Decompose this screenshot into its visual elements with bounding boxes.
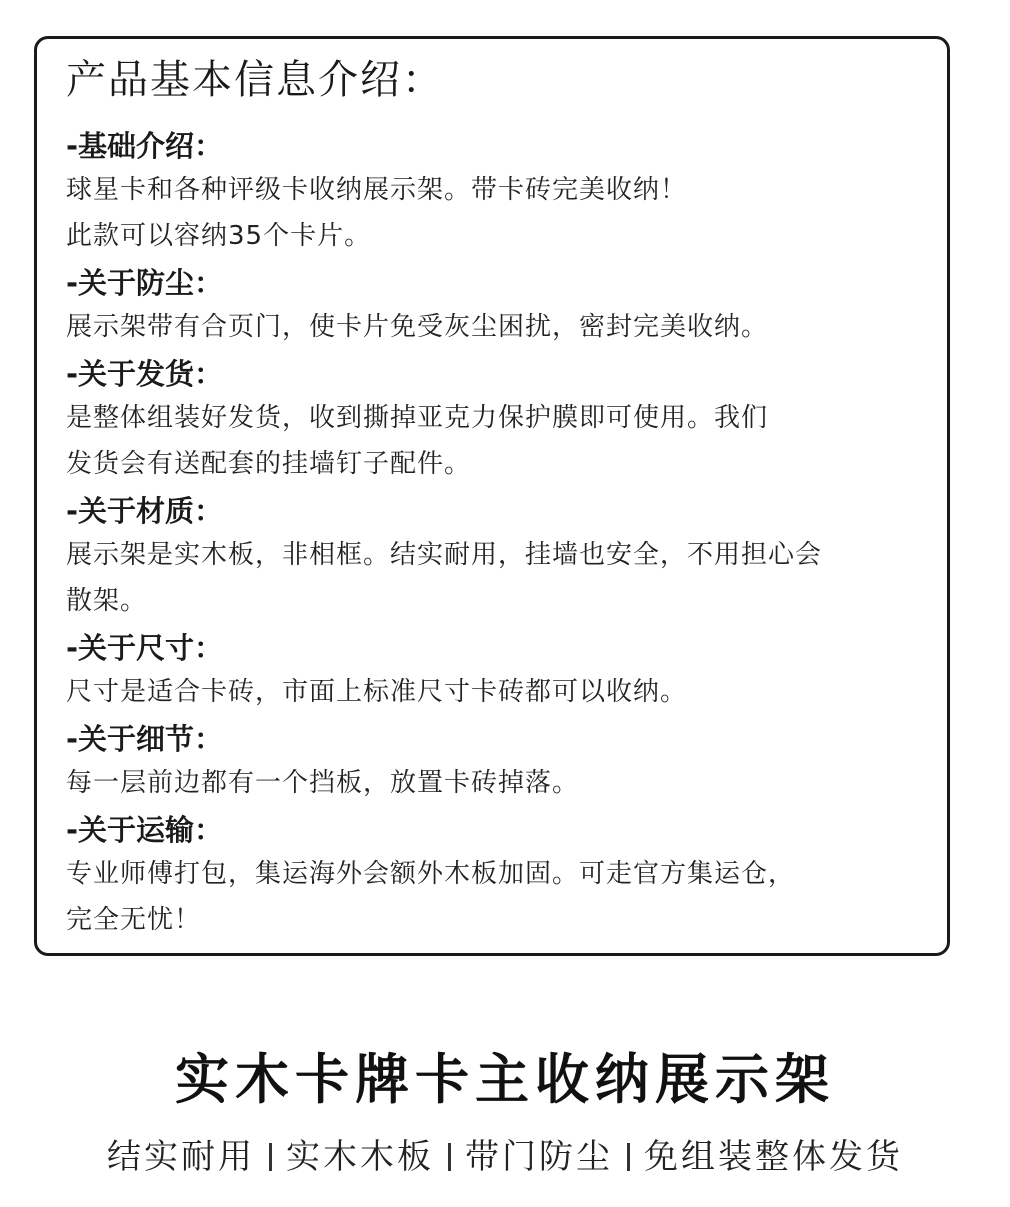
tagline-separator — [448, 1143, 451, 1171]
section-material-line-2: 散架。 — [66, 586, 148, 616]
section-basics-line-1: 球星卡和各种评级卡收纳展示架。带卡砖完美收纳！ — [66, 175, 688, 205]
product-taglines — [0, 1133, 1010, 1181]
tagline-separator — [627, 1143, 630, 1171]
section-heading-material: -关于材质： — [66, 494, 224, 528]
section-details-line-1: 每一层前边都有一个挡板，放置卡砖掉落。 — [66, 768, 580, 798]
section-heading-basics: -基础介绍： — [66, 129, 224, 163]
section-heading-transport: -关于运输： — [66, 813, 224, 847]
section-shipping-line-2: 发货会有送配套的挂墙钉子配件。 — [66, 449, 472, 479]
section-transport-line-2: 完全无忧！ — [66, 905, 202, 935]
section-heading-shipping: -关于发货： — [66, 357, 224, 391]
section-heading-dustproof: -关于防尘： — [66, 266, 224, 300]
section-heading-size: -关于尺寸： — [66, 631, 224, 665]
tagline-separator — [269, 1143, 272, 1171]
tagline-durable: 结实耐用 — [107, 1137, 255, 1177]
tagline-solid-wood: 实木木板 — [286, 1137, 434, 1177]
section-heading-details: -关于细节： — [66, 722, 224, 756]
tagline-preassembled: 免组装整体发货 — [644, 1137, 903, 1177]
tagline-door-dustproof: 带门防尘 — [465, 1137, 613, 1177]
section-dustproof-line-1: 展示架带有合页门，使卡片免受灰尘困扰，密封完美收纳。 — [66, 312, 769, 342]
section-basics-line-2: 此款可以容纳35个卡片。 — [66, 221, 372, 251]
product-title: 实木卡牌卡主收纳展示架 — [175, 1048, 835, 1111]
section-material-line-1: 展示架是实木板，非相框。结实耐用，挂墙也安全，不用担心会 — [66, 540, 823, 570]
info-box-title: 产品基本信息介绍： — [66, 57, 444, 103]
section-transport-line-1: 专业师傅打包，集运海外会额外木板加固。可走官方集运仓， — [66, 859, 796, 889]
section-shipping-line-1: 是整体组装好发货，收到撕掉亚克力保护膜即可使用。我们 — [66, 403, 769, 433]
section-size-line-1: 尺寸是适合卡砖，市面上标准尺寸卡砖都可以收纳。 — [66, 677, 688, 707]
